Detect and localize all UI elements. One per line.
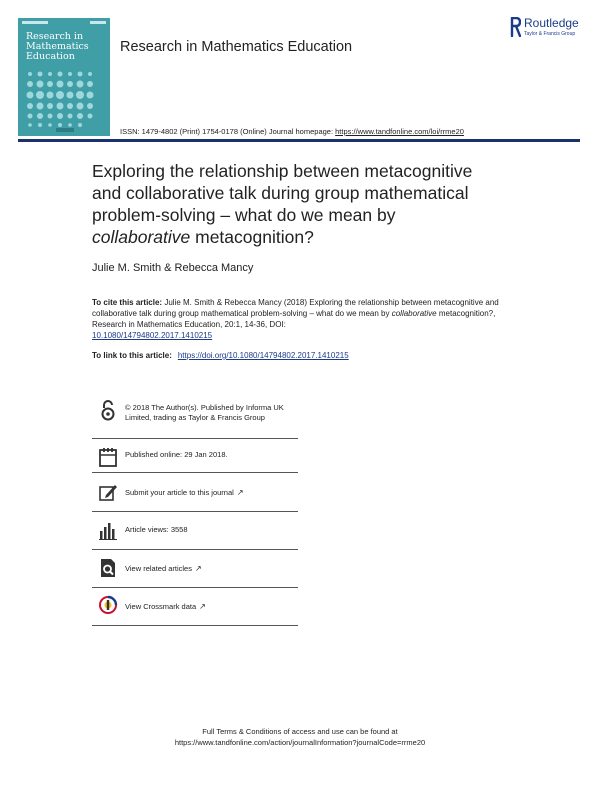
meta-item-license <box>92 395 298 439</box>
edit-icon <box>98 482 118 504</box>
cover-header-strip <box>22 21 106 27</box>
crossmark-link[interactable] <box>125 602 206 612</box>
publisher-tagline: Taylor & Francis Group <box>524 31 576 37</box>
cover-dot-pattern <box>24 68 104 130</box>
published-date-text: Published online: 29 Jan 2018. <box>125 450 228 459</box>
citation-text-a: Julie M. Smith & Rebecca Mancy (2018) Exploring the relationship between metacognitive and collaborative talk during group mathematical problem-solving – what do we mean by <box>92 298 499 318</box>
citation-block <box>92 297 512 341</box>
routledge-logo-icon <box>510 17 521 37</box>
crossmark-icon <box>98 594 118 616</box>
open-access-icon <box>98 399 118 421</box>
article-meta-list <box>92 395 298 626</box>
article-link-line <box>92 351 349 360</box>
related-articles-text: View related articles <box>125 564 192 573</box>
citation-label: To cite this article: <box>92 298 163 307</box>
submit-article-link[interactable] <box>125 488 244 498</box>
related-articles-link[interactable] <box>125 564 202 574</box>
footer-journal-info-link[interactable]: https://www.tandfonline.com/action/journalInformation?journalCode=rrme20 <box>174 738 426 747</box>
calendar-icon <box>98 446 118 468</box>
article-doi-link[interactable]: https://doi.org/10.1080/14794802.2017.1410215 <box>177 351 349 360</box>
meta-item-published <box>92 439 298 473</box>
journal-cover-image <box>18 18 110 136</box>
publisher-name: Routledge <box>524 16 579 30</box>
meta-item-views <box>92 512 298 550</box>
article-title <box>92 160 532 248</box>
article-link-label: To link to this article: <box>92 351 172 360</box>
cover-publisher-mark <box>56 128 74 132</box>
journal-homepage-link[interactable]: https://www.tandfonline.com/loi/rrme20 <box>335 127 464 136</box>
external-link-icon: ↗ <box>236 488 244 497</box>
citation-text-emphasis: collaborative <box>391 309 437 318</box>
article-authors: Julie M. Smith & Rebecca Mancy <box>92 262 254 274</box>
article-title-line-2: and collaborative talk during group mathematical <box>92 183 469 203</box>
citation-doi-link[interactable]: 10.1080/14794802.2017.1410215 <box>92 331 213 340</box>
crossmark-text: View Crossmark data <box>125 602 197 611</box>
meta-item-related[interactable] <box>92 550 298 588</box>
external-link-icon: ↗ <box>194 564 202 573</box>
submit-article-text: Submit your article to this journal <box>125 488 234 497</box>
issn-text: ISSN: 1479-4802 (Print) 1754-0178 (Online) Journal homepage: <box>120 127 336 136</box>
citation-text-b: metacognition?, Research in Mathematics Education, 20:1, 14-36, DOI: <box>92 309 496 329</box>
bar-chart-icon <box>98 519 118 541</box>
article-title-line-1: Exploring the relationship between metacognitive <box>92 161 473 181</box>
related-search-icon <box>98 557 118 579</box>
article-title-line-3: problem-solving – what do we mean by <box>92 205 396 225</box>
journal-title[interactable]: Research in Mathematics Education <box>120 39 353 55</box>
article-views-text: Article views: 3558 <box>125 525 188 534</box>
article-title-emphasis: collaborative <box>92 227 191 247</box>
footer-line-1: Full Terms & Conditions of access and use can be found at <box>202 727 398 736</box>
issn-line <box>120 127 464 136</box>
article-title-line-4: metacognition? <box>190 227 314 247</box>
cover-title: Research in Mathematics Education <box>26 31 89 62</box>
external-link-icon: ↗ <box>199 602 206 611</box>
meta-item-submit[interactable] <box>92 473 298 512</box>
terms-footer <box>0 726 600 748</box>
header-divider <box>18 139 580 142</box>
meta-item-crossmark[interactable] <box>92 588 298 626</box>
license-text: © 2018 The Author(s). Published by Informa UK Limited, trading as Taylor & Francis Group <box>125 403 284 422</box>
